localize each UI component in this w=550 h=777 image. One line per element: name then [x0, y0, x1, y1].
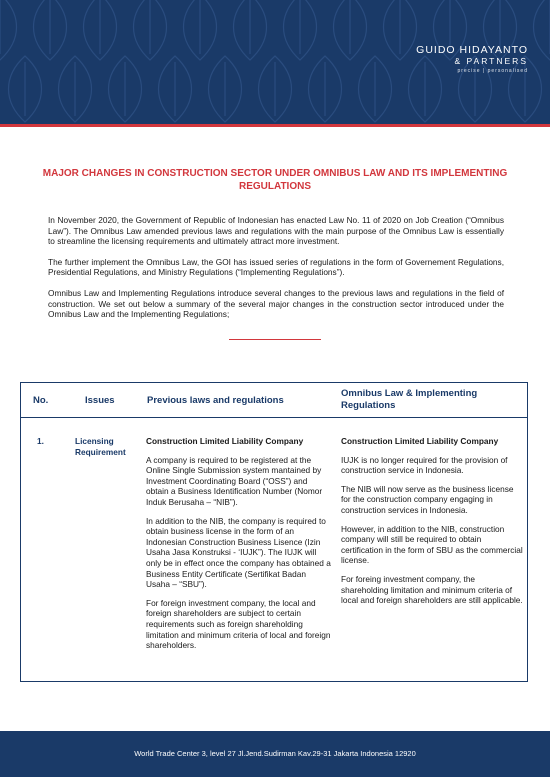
- leaf-shape: [9, 56, 42, 122]
- previous-paragraph: In addition to the NIB, the company is required to obtain business license in the form of an Indonesian Construction Business Lisence (Izin Usaha Jasa Konstruksi - ‘IUJK”). The IUJK will only be in effect once the company has obtained a Business Entity Certificate (Sertifikat Badan Usaha – “SBU”).: [146, 515, 331, 590]
- footer-band: [0, 731, 550, 777]
- brand-tagline: precise | personalised: [457, 68, 528, 74]
- header-omnibus: Omnibus Law & Implementing Regulations: [341, 388, 478, 411]
- leaf-shape: [134, 0, 167, 60]
- header-red-rule: [0, 124, 550, 127]
- row-number: 1.: [37, 436, 44, 446]
- page-title: MAJOR CHANGES IN CONSTRUCTION SECTOR UNDER OMNIBUS LAW AND ITS IMPLEMENTING REGULATIONS: [42, 168, 508, 192]
- omnibus-heading: Construction Limited Liability Company: [341, 436, 499, 446]
- previous-paragraph: For foreign investment company, the local and foreign shareholders are subject to certain requirements such as foreign shareholding limitation and minimum criteria of local and foreign shareholders.: [146, 597, 331, 651]
- leaf-shape: [309, 56, 342, 122]
- omnibus-cell: [341, 436, 523, 614]
- leaf-shape: [84, 0, 117, 60]
- previous-paragraph: A company is required to be registered at the Online Single Submission system mantained by Investment Coordinating Board (“OSS”) and obtain a Business Identification Number (Nomor Induk Berusaha – “NIB”).: [146, 454, 323, 507]
- leaf-shape: [234, 0, 267, 60]
- changes-table: [20, 382, 528, 682]
- footer-address: World Trade Center 3, level 27 Jl.Jend.Sudirman Kav.29-31 Jakarta Indonesia 12920: [134, 749, 416, 758]
- previous-laws-cell: [146, 436, 332, 659]
- leaf-shape: [184, 0, 217, 60]
- header-band: [0, 0, 550, 124]
- intro-text: [48, 215, 504, 330]
- table-header: [21, 383, 527, 418]
- previous-heading: Construction Limited Liability Company: [146, 436, 304, 446]
- header-previous: Previous laws and regulations: [147, 395, 284, 406]
- row-issue: Licensing Requirement: [75, 436, 126, 457]
- brand-logo: [416, 44, 528, 75]
- section-divider: [229, 339, 321, 340]
- leaf-shape: [359, 56, 392, 122]
- header-issues: Issues: [85, 395, 115, 406]
- leaf-shape: [0, 0, 17, 60]
- header-no: No.: [33, 395, 49, 406]
- omnibus-paragraph: However, in addition to the NIB, construction company will still be required to obtain certification in the form of SBU as the commercial license.: [341, 523, 523, 566]
- leaf-shape: [159, 56, 192, 122]
- brand-sub: & PARTNERS: [454, 56, 528, 66]
- intro-paragraph: Omnibus Law and Implementing Regulations introduce several changes to the previous laws and regulations in the field of construction. We set out below a summary of the several major changes in the construction sector introduced under the Omnibus Law and the Implementing Regulations;: [48, 287, 504, 320]
- leaf-shape: [259, 56, 292, 122]
- leaf-shape: [534, 0, 550, 60]
- omnibus-paragraph: The NIB will now serve as the business license for the construction company engaging in construction services in Indonesia.: [341, 483, 514, 515]
- leaf-shape: [209, 56, 242, 122]
- omnibus-paragraph: IUJK is no longer required for the provision of construction service in Indonesia.: [341, 454, 508, 476]
- intro-paragraph: The further implement the Omnibus Law, the GOI has issued series of regulations in the form of Governement Regulations, Presidential Regulations, and Ministry Regulations (“Implementing Regulations”).: [48, 256, 504, 278]
- leaf-shape: [109, 56, 142, 122]
- omnibus-paragraph: For foreing investment company, the shareholding limitation and minimum criteria of local and foreign shareholders are still applicable.: [341, 573, 523, 606]
- leaf-shape: [59, 56, 92, 122]
- leaf-shape: [334, 0, 367, 60]
- leaf-shape: [384, 0, 417, 60]
- intro-paragraph: In November 2020, the Government of Republic of Indonesian has enacted Law No. 11 of 2020 on Job Creation (“Omnibus Law”). The Omnibus Law amended previous laws and regulations with the main purpose of the Omnibus Law is essentially to streamline the licensing requirements and ultimately attract more investment.: [48, 215, 504, 247]
- brand-name: GUIDO HIDAYANTO: [416, 44, 528, 56]
- leaf-shape: [34, 0, 67, 60]
- leaf-shape: [284, 0, 317, 60]
